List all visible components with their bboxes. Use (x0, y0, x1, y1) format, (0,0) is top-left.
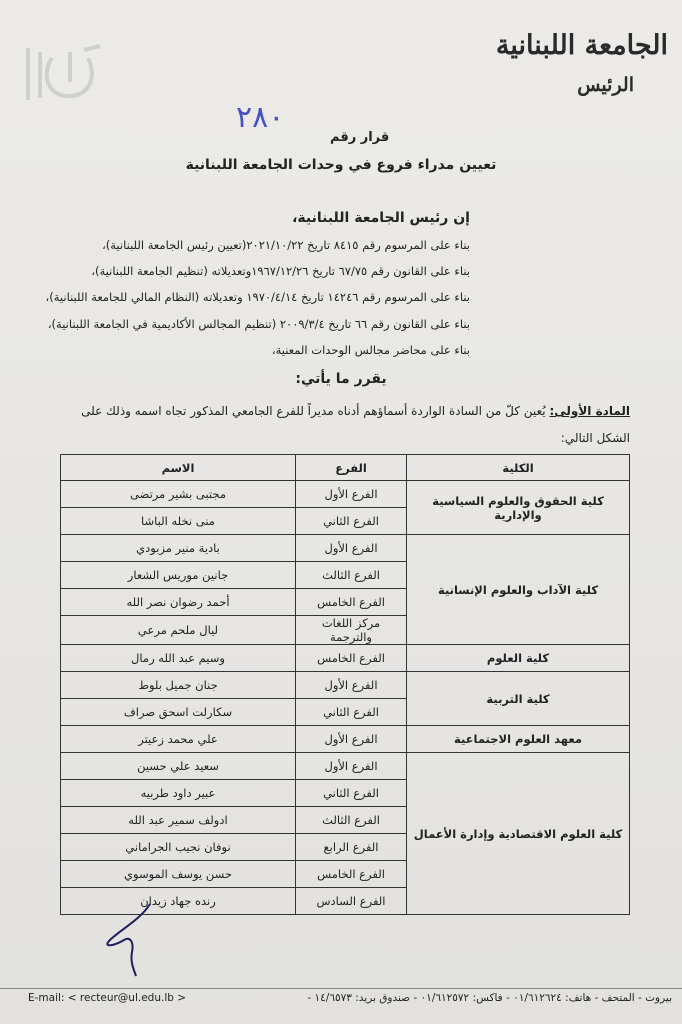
branch-cell: الفرع الخامس (296, 861, 407, 888)
name-cell: سكارلت اسحق صراف (61, 699, 296, 726)
article-one-label: المادة الأولى: (549, 404, 630, 418)
faculty-cell: كلية الآداب والعلوم الإنسانية (407, 535, 630, 645)
basis-line: بناء على محاضر مجالس الوحدات المعنية، (271, 343, 470, 357)
name-cell: ليال ملحم مرعي (61, 616, 296, 645)
branch-cell: الفرع الأول (296, 535, 407, 562)
basis-line: بناء على القانون رقم ٦٧/٧٥ تاريخ ١٩٦٧/١٢/٢٦وتعديلاته (تنظيم الجامعة اللبنانية)، (91, 264, 470, 278)
branch-cell: مركز اللغات والترجمة (296, 616, 407, 645)
footer-divider (0, 988, 682, 989)
table-row (61, 672, 630, 699)
table-row (61, 481, 630, 508)
name-cell: عبير داود طربيه (61, 780, 296, 807)
faculty-cell: معهد العلوم الاجتماعية (407, 726, 630, 753)
branch-cell: الفرع السادس (296, 888, 407, 915)
header-name: الاسم (61, 455, 296, 481)
branch-cell: الفرع الثاني (296, 699, 407, 726)
table-row (61, 535, 630, 562)
name-cell: ادولف سمير عبد الله (61, 807, 296, 834)
branch-cell: الفرع الثالث (296, 562, 407, 589)
appointments-table (60, 454, 630, 915)
name-cell: جنان جميل بلوط (61, 672, 296, 699)
preamble-intro: إن رئيس الجامعة اللبنانية، (292, 210, 470, 226)
president-title: الرئيس (577, 74, 634, 96)
signature-icon (100, 900, 170, 980)
footer-email: E-mail: < recteur@ul.edu.lb > (28, 992, 187, 1004)
name-cell: منى نخله الباشا (61, 508, 296, 535)
header-faculty: الكلية (407, 455, 630, 481)
basis-line: بناء على المرسوم رقم ١٤٢٤٦ تاريخ ١٩٧٠/٤/١٤ وتعديلاته (النظام المالي للجامعة اللبنانية)، (45, 290, 470, 304)
branch-cell: الفرع الأول (296, 753, 407, 780)
decision-title: تعيين مدراء فروع في وحدات الجامعة اللبنانية (185, 157, 497, 173)
name-cell: أحمد رضوان نصر الله (61, 589, 296, 616)
article-one (50, 398, 630, 452)
name-cell: سعيد علي حسين (61, 753, 296, 780)
branch-cell: الفرع الأول (296, 672, 407, 699)
faculty-cell: كلية العلوم (407, 645, 630, 672)
branch-cell: الفرع الخامس (296, 589, 407, 616)
decision-number: ٢٨٠ (236, 100, 285, 135)
branch-cell: الفرع الرابع (296, 834, 407, 861)
decision-label: قرار رقم (330, 130, 390, 145)
branch-cell: الفرع الثاني (296, 508, 407, 535)
name-cell: حسن يوسف الموسوي (61, 861, 296, 888)
table-header-row (61, 455, 630, 481)
branch-cell: الفرع الخامس (296, 645, 407, 672)
table-row (61, 726, 630, 753)
branch-cell: الفرع الثالث (296, 807, 407, 834)
name-cell: رنده جهاد زيدان (61, 888, 296, 915)
table-row (61, 753, 630, 780)
faculty-cell: كلية التربية (407, 672, 630, 726)
faculty-cell: كلية العلوم الاقتصادية وإدارة الأعمال (407, 753, 630, 915)
name-cell: بادية منير مزبودي (61, 535, 296, 562)
basis-line: بناء على القانون رقم ٦٦ تاريخ ٢٠٠٩/٣/٤ (تنظيم المجالس الأكاديمية في الجامعة اللبنانية)، (47, 317, 470, 331)
table-row (61, 645, 630, 672)
name-cell: جانين موريس الشعار (61, 562, 296, 589)
name-cell: مجتبى بشير مرتضى (61, 481, 296, 508)
faculty-cell: كلية الحقوق والعلوم السياسية والإدارية (407, 481, 630, 535)
name-cell: علي محمد زعيتر (61, 726, 296, 753)
branch-cell: الفرع الأول (296, 481, 407, 508)
decides-heading: يقرر ما يأتي: (295, 371, 387, 387)
header-branch: الفرع (296, 455, 407, 481)
university-name: الجامعة اللبنانية (495, 30, 668, 61)
university-logo-icon (22, 42, 104, 104)
footer-address: بيروت - المتحف - هاتف: ٠١/٦١٢٦٢٤ - فاكس: ٠١/٦١٢٥٧٢ - صندوق بريد: ١٤/٦٥٧٣ - (307, 992, 672, 1004)
article-one-text: يُعين كلّ من السادة الواردة أسماؤهم أدناه مديراً للفرع الجامعي المذكور تجاه اسمه وذلك على الشكل التالي: (81, 404, 630, 445)
name-cell: نوفان نجيب الجراماني (61, 834, 296, 861)
branch-cell: الفرع الأول (296, 726, 407, 753)
basis-line: بناء على المرسوم رقم ٨٤١٥ تاريخ ٢٠٢١/١٠/٢٢(تعيين رئيس الجامعة اللبنانية)، (102, 238, 470, 252)
branch-cell: الفرع الثاني (296, 780, 407, 807)
name-cell: وسيم عبد الله رمال (61, 645, 296, 672)
